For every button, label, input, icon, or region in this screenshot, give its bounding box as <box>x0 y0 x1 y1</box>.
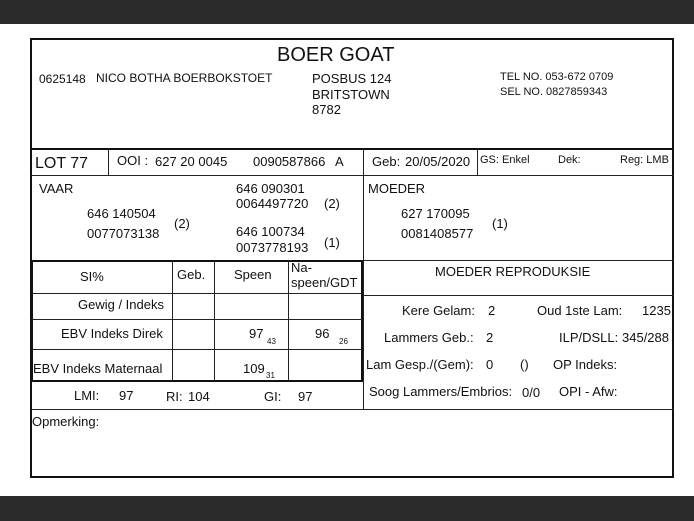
ebv-direk-speen: 97 <box>249 326 264 341</box>
parent-column-divider <box>363 149 364 260</box>
sel-number: SEL NO. 0827859343 <box>500 86 608 98</box>
si-row-header-divider <box>31 293 362 294</box>
ooi-grade: A <box>335 154 344 169</box>
moeder-label: MOEDER <box>368 181 426 196</box>
reproduksie-title-divider <box>363 295 674 296</box>
lot-row-divider <box>31 175 674 176</box>
gs-value: GS: Enkel <box>480 154 530 166</box>
ebv-direk-naspeen: 96 <box>315 326 330 341</box>
footer-divider <box>31 409 674 410</box>
ilp-value: 345/288 <box>622 330 669 345</box>
reproduksie-title: MOEDER REPRODUKSIE <box>435 264 591 279</box>
lam-gesp-paren: () <box>520 357 529 372</box>
soog-label: Soog Lammers/Embrios: <box>369 384 513 399</box>
speen-header: Speen <box>234 267 272 282</box>
reproduksie-left-divider <box>363 260 364 409</box>
granddam-id: 0073778193 <box>236 240 309 255</box>
breeder-code: 0625148 <box>39 72 86 86</box>
ri-label: RI: <box>166 389 183 404</box>
si-header: SI% <box>80 269 104 284</box>
ebv-maternaal-speen: 109 <box>243 361 265 376</box>
si-col-speen <box>214 261 215 380</box>
vaar-label: VAAR <box>39 181 74 196</box>
dam-number: 627 170095 <box>401 206 470 221</box>
sire-mark: (2) <box>174 216 190 231</box>
op-indeks-label: OP Indeks: <box>553 357 618 372</box>
si-row2-divider <box>31 349 362 350</box>
granddam-number: 646 100734 <box>236 224 305 239</box>
ebv-maternaal-speen-sub: 31 <box>266 371 275 380</box>
si-col-geb <box>172 261 173 380</box>
top-dark-border <box>0 0 694 24</box>
soog-value: 0/0 <box>522 385 541 400</box>
lam-gesp-value: 0 <box>486 357 494 372</box>
lot-number: LOT 77 <box>35 155 89 172</box>
grandsire-id: 0064497720 <box>236 196 309 211</box>
sire-number: 646 140504 <box>87 206 156 221</box>
ooi-number: 627 20 0045 <box>155 154 228 169</box>
lammers-geb-label: Lammers Geb.: <box>384 330 474 345</box>
si-table-bottom <box>31 380 363 382</box>
geb-date: 20/05/2020 <box>405 154 471 169</box>
geb-header: Geb. <box>177 267 206 282</box>
lammers-geb-value: 2 <box>486 330 494 345</box>
dam-id: 0081408577 <box>401 226 474 241</box>
gi-label: GI: <box>264 389 282 404</box>
grandsire-number: 646 090301 <box>236 181 305 196</box>
oud-lam-value: 1235 <box>642 303 671 318</box>
lmi-label: LMI: <box>74 388 100 403</box>
address-line2: BRITSTOWN <box>312 87 390 102</box>
opi-label: OPI - Afw: <box>559 384 618 399</box>
tel-number: TEL NO. 053-672 0709 <box>500 71 614 83</box>
address-line1: POSBUS 124 <box>312 71 392 86</box>
naspeen-header-line1: Na- <box>291 260 312 275</box>
card-frame <box>30 38 674 478</box>
si-row1-divider <box>31 319 362 320</box>
ebv-direk-label: EBV Indeks Direk <box>61 326 163 341</box>
grandsire-mark: (2) <box>324 196 340 211</box>
breeder-name: NICO BOTHA BOERBOKSTOET <box>96 71 273 85</box>
granddam-mark: (1) <box>324 235 340 250</box>
gewig-indeks-label: Gewig / Indeks <box>78 297 164 312</box>
gi-value: 97 <box>298 389 313 404</box>
dek-label: Dek: <box>558 154 581 166</box>
kere-gelam-label: Kere Gelam: <box>402 303 475 318</box>
lam-gesp-label: Lam Gesp./(Gem): <box>366 357 474 372</box>
ebv-maternaal-label: EBV Indeks Maternaal <box>33 361 163 376</box>
opmerking-label: Opmerking: <box>32 414 100 429</box>
si-col-naspeen <box>288 261 289 380</box>
kere-gelam-value: 2 <box>488 303 496 318</box>
card-title: BOER GOAT <box>277 44 395 66</box>
ri-value: 104 <box>188 389 210 404</box>
ebv-direk-naspeen-sub: 26 <box>339 337 348 346</box>
geb-label: Geb: <box>372 154 401 169</box>
lot-divider <box>108 149 109 175</box>
header-divider <box>31 148 674 150</box>
dam-mark: (1) <box>492 216 508 231</box>
bottom-dark-border <box>0 496 694 521</box>
naspeen-header-line2: speen/GDT <box>291 275 358 290</box>
si-table-top <box>31 260 363 262</box>
ilp-label: ILP/DSLL: <box>559 330 619 345</box>
oud-lam-label: Oud 1ste Lam: <box>537 303 623 318</box>
reg-value: Reg: LMB <box>620 154 669 166</box>
address-line3: 8782 <box>312 102 341 117</box>
ooi-id: 0090587866 <box>253 154 326 169</box>
sire-id: 0077073138 <box>87 226 160 241</box>
ooi-label: OOI : <box>117 153 149 168</box>
geb-divider <box>477 149 478 175</box>
lmi-value: 97 <box>119 388 134 403</box>
ebv-direk-speen-sub: 43 <box>267 337 276 346</box>
